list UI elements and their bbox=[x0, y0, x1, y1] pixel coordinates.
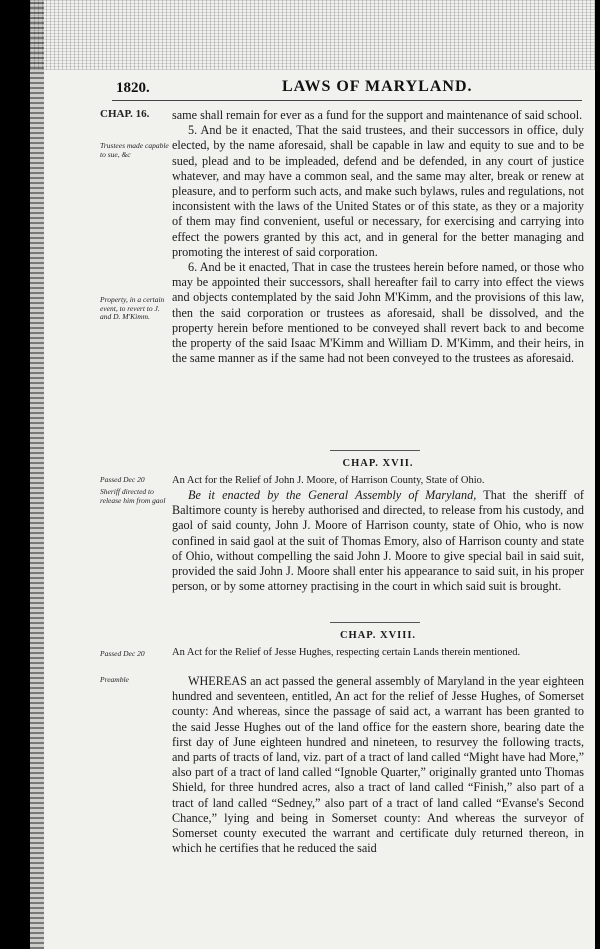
chap18-title: An Act for the Relief of Jesse Hughes, respecting certain Lands therein mentioned. bbox=[172, 647, 521, 658]
section-separator bbox=[330, 622, 420, 623]
chap17-text: That the sheriff of Baltimore county is hereby authorised and directed, to release from his custody, and gaol of said county, John J. Moore of Harrison county, state of Ohio, who is now confined in said gaol at the suit of Thomas Emory, also of Harrison county and state of Ohio, without compelling the said John J. Moore to give special bail in said suit, provided the said John J. Moore shall enter his appearance to said suit, in his proper person, or by some attorney practising in the court in which said suit is brought. bbox=[172, 488, 584, 594]
scan-noise bbox=[30, 0, 595, 70]
document-page bbox=[30, 0, 595, 949]
page-binding-edge bbox=[30, 0, 44, 949]
chap16-continuation: same shall remain for ever as a fund for the support and maintenance of said school. bbox=[172, 108, 583, 122]
margin-passed-chap17: Passed Dec 20 bbox=[100, 475, 145, 484]
margin-property-note: Property, in a certain event, to revert to J. and D. M'Kimm. bbox=[100, 295, 165, 321]
section-separator bbox=[330, 450, 420, 451]
enacting-clause: Be it enacted by the General Assembly of Maryland, bbox=[188, 488, 477, 502]
chap17-enactment bbox=[172, 488, 584, 594]
header-rule bbox=[112, 100, 582, 101]
chap18-heading: CHAP. XVIII. bbox=[339, 630, 417, 641]
margin-chap16: CHAP. 16. bbox=[100, 108, 150, 120]
header-year: 1820. bbox=[116, 80, 150, 96]
chap17-heading: CHAP. XVII. bbox=[342, 458, 414, 469]
header-title: LAWS OF MARYLAND. bbox=[282, 78, 473, 95]
margin-preamble-note: Preamble bbox=[100, 675, 129, 684]
margin-trustees-note: Trustees made capable to sue, &c bbox=[100, 141, 169, 159]
margin-sheriff-note: Sheriff directed to release him from gaol bbox=[100, 487, 166, 505]
chap18-body bbox=[172, 674, 584, 856]
chap17-body bbox=[172, 488, 584, 594]
chap16-body bbox=[172, 108, 584, 366]
chap17-title: An Act for the Relief of John J. Moore, of Harrison County, State of Ohio. bbox=[172, 475, 485, 486]
chap16-section-6: 6. And be it enacted, That in case the trustees herein before named, or those who may be appointed their successors, shall hereafter fail to carry into effect the views and objects contemplated by the said John M'Kimm, and the provisions of this law, then the said corporation or trustees as aforesaid, shall be dissolved, and the property herein before mentioned to be conveyed shall revert back to and become the property of the said Isaac M'Kimm and William D. M'Kimm, and their heirs, in the same manner as if the same had not been conveyed to the trustees as aforesaid. bbox=[172, 260, 584, 366]
running-header bbox=[30, 78, 595, 98]
chap16-section-5: 5. And be it enacted, That the said trustees, and their successors in office, duly elected, by the name aforesaid, shall be capable in law and equity to sue and to be sued, plead and to be impleaded, defend and be defended, in any court of justice whatever, and may have a common seal, and the same may alter, break or renew at pleasure, and to perform such acts, and make such bylaws, rules and regulations, not inconsistent with the laws of the United States or of this state, as they or a majority of them may find convenient, useful or necessary, for exercising and carrying into effect the powers granted by this act, and in general for the better managing and promoting the interest of said corporation. bbox=[172, 123, 584, 259]
margin-passed-chap18: Passed Dec 20 bbox=[100, 649, 145, 658]
chap18-preamble: WHEREAS an act passed the general assembly of Maryland in the year eighteen hundred and seventeen, entitled, An act for the relief of Jesse Hughes, of Somerset county: And whereas, since the passage of said act, a warrant has been granted to the said Jesse Hughes out of the land office for the eastern shore, bearing date the first day of June eighteen hundred and nineteen, to resurvey the following tracts, and parts of tracts of land, viz. part of a tract of land called “Might have had More,” also part of a tract of land called “Ignoble Quarter,” originally granted unto Thomas Shield, for three hundred acres, also a tract of land called “Finish,” also part of a tract of land called “Sedney,” also part of a tract of land called “Evanse's Second Chance,” lying and being in Somerset county: And whereas the surveyor of Somerset county executed the warrant and certificate duly returned thereon, in which he certifies that he reduced the said bbox=[172, 674, 584, 856]
